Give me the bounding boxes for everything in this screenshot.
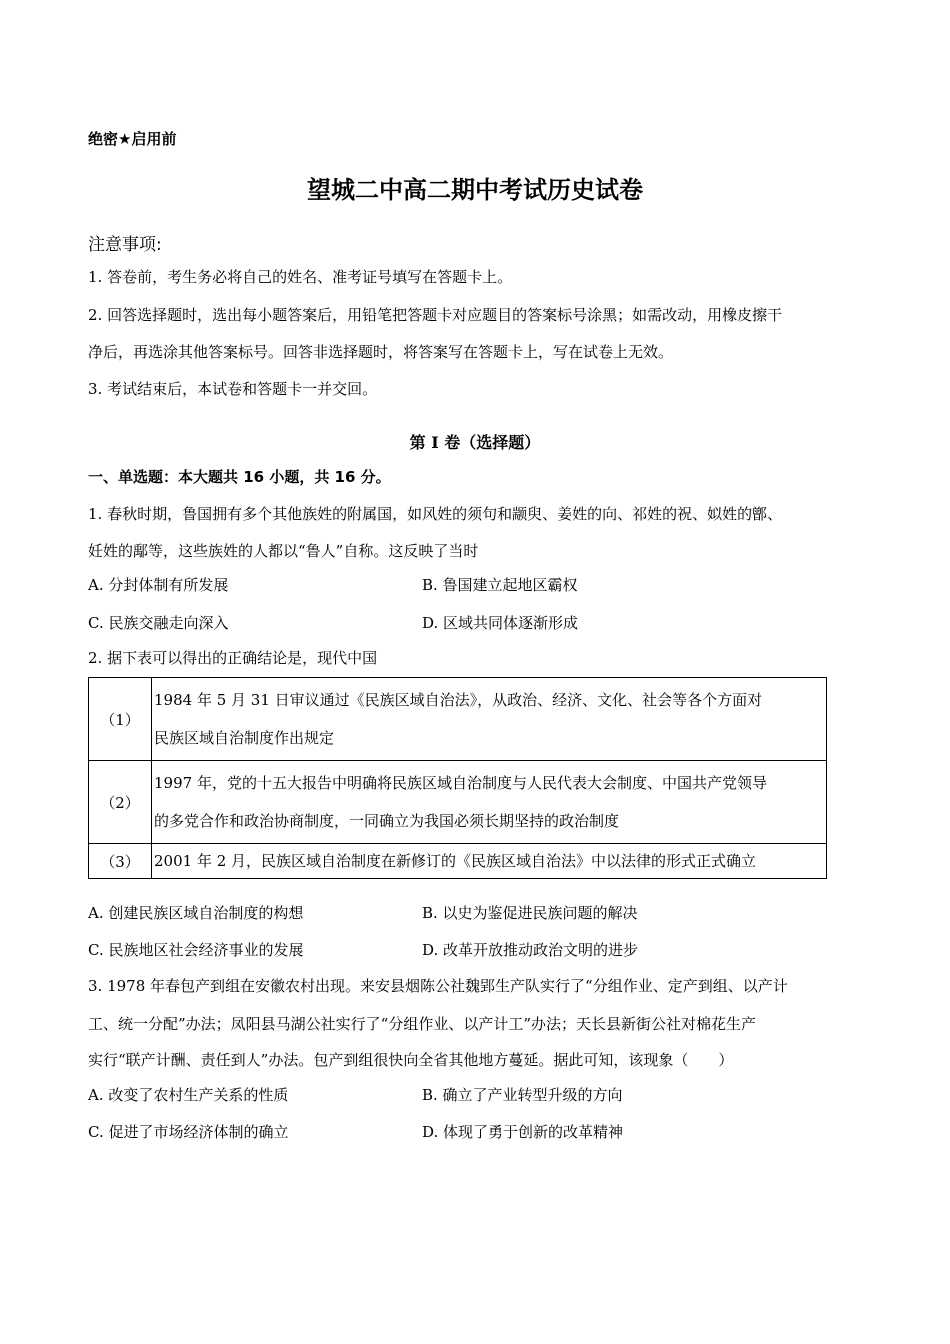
question-3-stem: 3. 1978 年春包产到组在安徽农村出现。来安县烟陈公社魏郢生产队实行了“分组作业、定产到组、以产计 xyxy=(88,977,788,995)
section-title: 第 I 卷（选择题） xyxy=(409,433,541,452)
question-2-option-d: D. 改革开放推动政治文明的进步 xyxy=(422,941,639,959)
table-row-text xyxy=(152,678,827,761)
table-row-number: （1） xyxy=(89,678,152,761)
table-row-number: （3） xyxy=(89,844,152,879)
question-3-stem: 实行“联产计酬、责任到人”办法。包产到组很快向全省其他地方蔓延。据此可知，该现象（ ） xyxy=(88,1051,734,1069)
table-row xyxy=(89,761,827,844)
table-row-number: （2） xyxy=(89,761,152,844)
question-3-option-c: C. 促进了市场经济体制的确立 xyxy=(88,1123,289,1141)
note-item: 1. 答卷前，考生务必将自己的姓名、准考证号填写在答题卡上。 xyxy=(88,268,513,286)
question-2-option-b: B. 以史为鉴促进民族问题的解决 xyxy=(422,904,638,922)
question-1-option-a: A. 分封体制有所发展 xyxy=(88,576,229,594)
question-3-stem: 工、统一分配”办法；凤阳县马湖公社实行了“分组作业、以产计工”办法；天长县新街公社对棉花生产 xyxy=(88,1015,757,1033)
question-1-option-c: C. 民族交融走向深入 xyxy=(88,614,229,632)
secret-label: 绝密★启用前 xyxy=(88,130,177,148)
note-item: 净后，再选涂其他答案标号。回答非选择题时，将答案写在答题卡上，写在试卷上无效。 xyxy=(88,343,674,361)
question-1-stem: 1. 春秋时期，鲁国拥有多个其他族姓的附属国，如风姓的须句和颛臾、姜姓的向、祁姓的祝、姒姓的鄫、 xyxy=(88,505,783,523)
question-2-option-c: C. 民族地区社会经济事业的发展 xyxy=(88,941,304,959)
note-item: 2. 回答选择题时，选出每小题答案后，用铅笔把答题卡对应题目的答案标号涂黑；如需改动，用橡皮擦干 xyxy=(88,306,783,324)
question-1-option-d: D. 区域共同体逐渐形成 xyxy=(422,614,579,632)
question-3-option-b: B. 确立了产业转型升级的方向 xyxy=(422,1086,623,1104)
question-2-table xyxy=(88,677,827,879)
question-3-option-a: A. 改变了农村生产关系的性质 xyxy=(88,1086,289,1104)
table-row xyxy=(89,844,827,879)
question-2-stem: 2. 据下表可以得出的正确结论是，现代中国 xyxy=(88,649,378,667)
question-3-option-d: D. 体现了勇于创新的改革精神 xyxy=(422,1123,624,1141)
question-2-option-a: A. 创建民族区域自治制度的构想 xyxy=(88,904,304,922)
part-heading: 一、单选题：本大题共 16 小题，共 16 分。 xyxy=(88,468,391,486)
table-line: 的多党合作和政治协商制度，一同确立为我国必须长期坚持的政治制度 xyxy=(154,812,620,830)
table-row xyxy=(89,678,827,761)
note-item: 3. 考试结束后，本试卷和答题卡一并交回。 xyxy=(88,380,378,398)
question-1-option-b: B. 鲁国建立起地区霸权 xyxy=(422,576,578,594)
table-line: 民族区域自治制度作出规定 xyxy=(154,729,335,747)
table-line: 1997 年，党的十五大报告中明确将民族区域自治制度与人民代表大会制度、中国共产党领导 xyxy=(154,774,767,792)
table-line: 2001 年 2 月，民族区域自治制度在新修订的《民族区域自治法》中以法律的形式正式确立 xyxy=(154,852,757,870)
table-row-text xyxy=(152,844,827,879)
notes-heading: 注意事项: xyxy=(88,235,162,255)
page-title: 望城二中高二期中考试历史试卷 xyxy=(307,176,643,204)
table-row-text xyxy=(152,761,827,844)
question-1-stem: 妊姓的鄅等，这些族姓的人都以“鲁人”自称。这反映了当时 xyxy=(88,542,479,560)
table-line: 1984 年 5 月 31 日审议通过《民族区域自治法》，从政治、经济、文化、社会等各个方面对 xyxy=(154,691,763,709)
